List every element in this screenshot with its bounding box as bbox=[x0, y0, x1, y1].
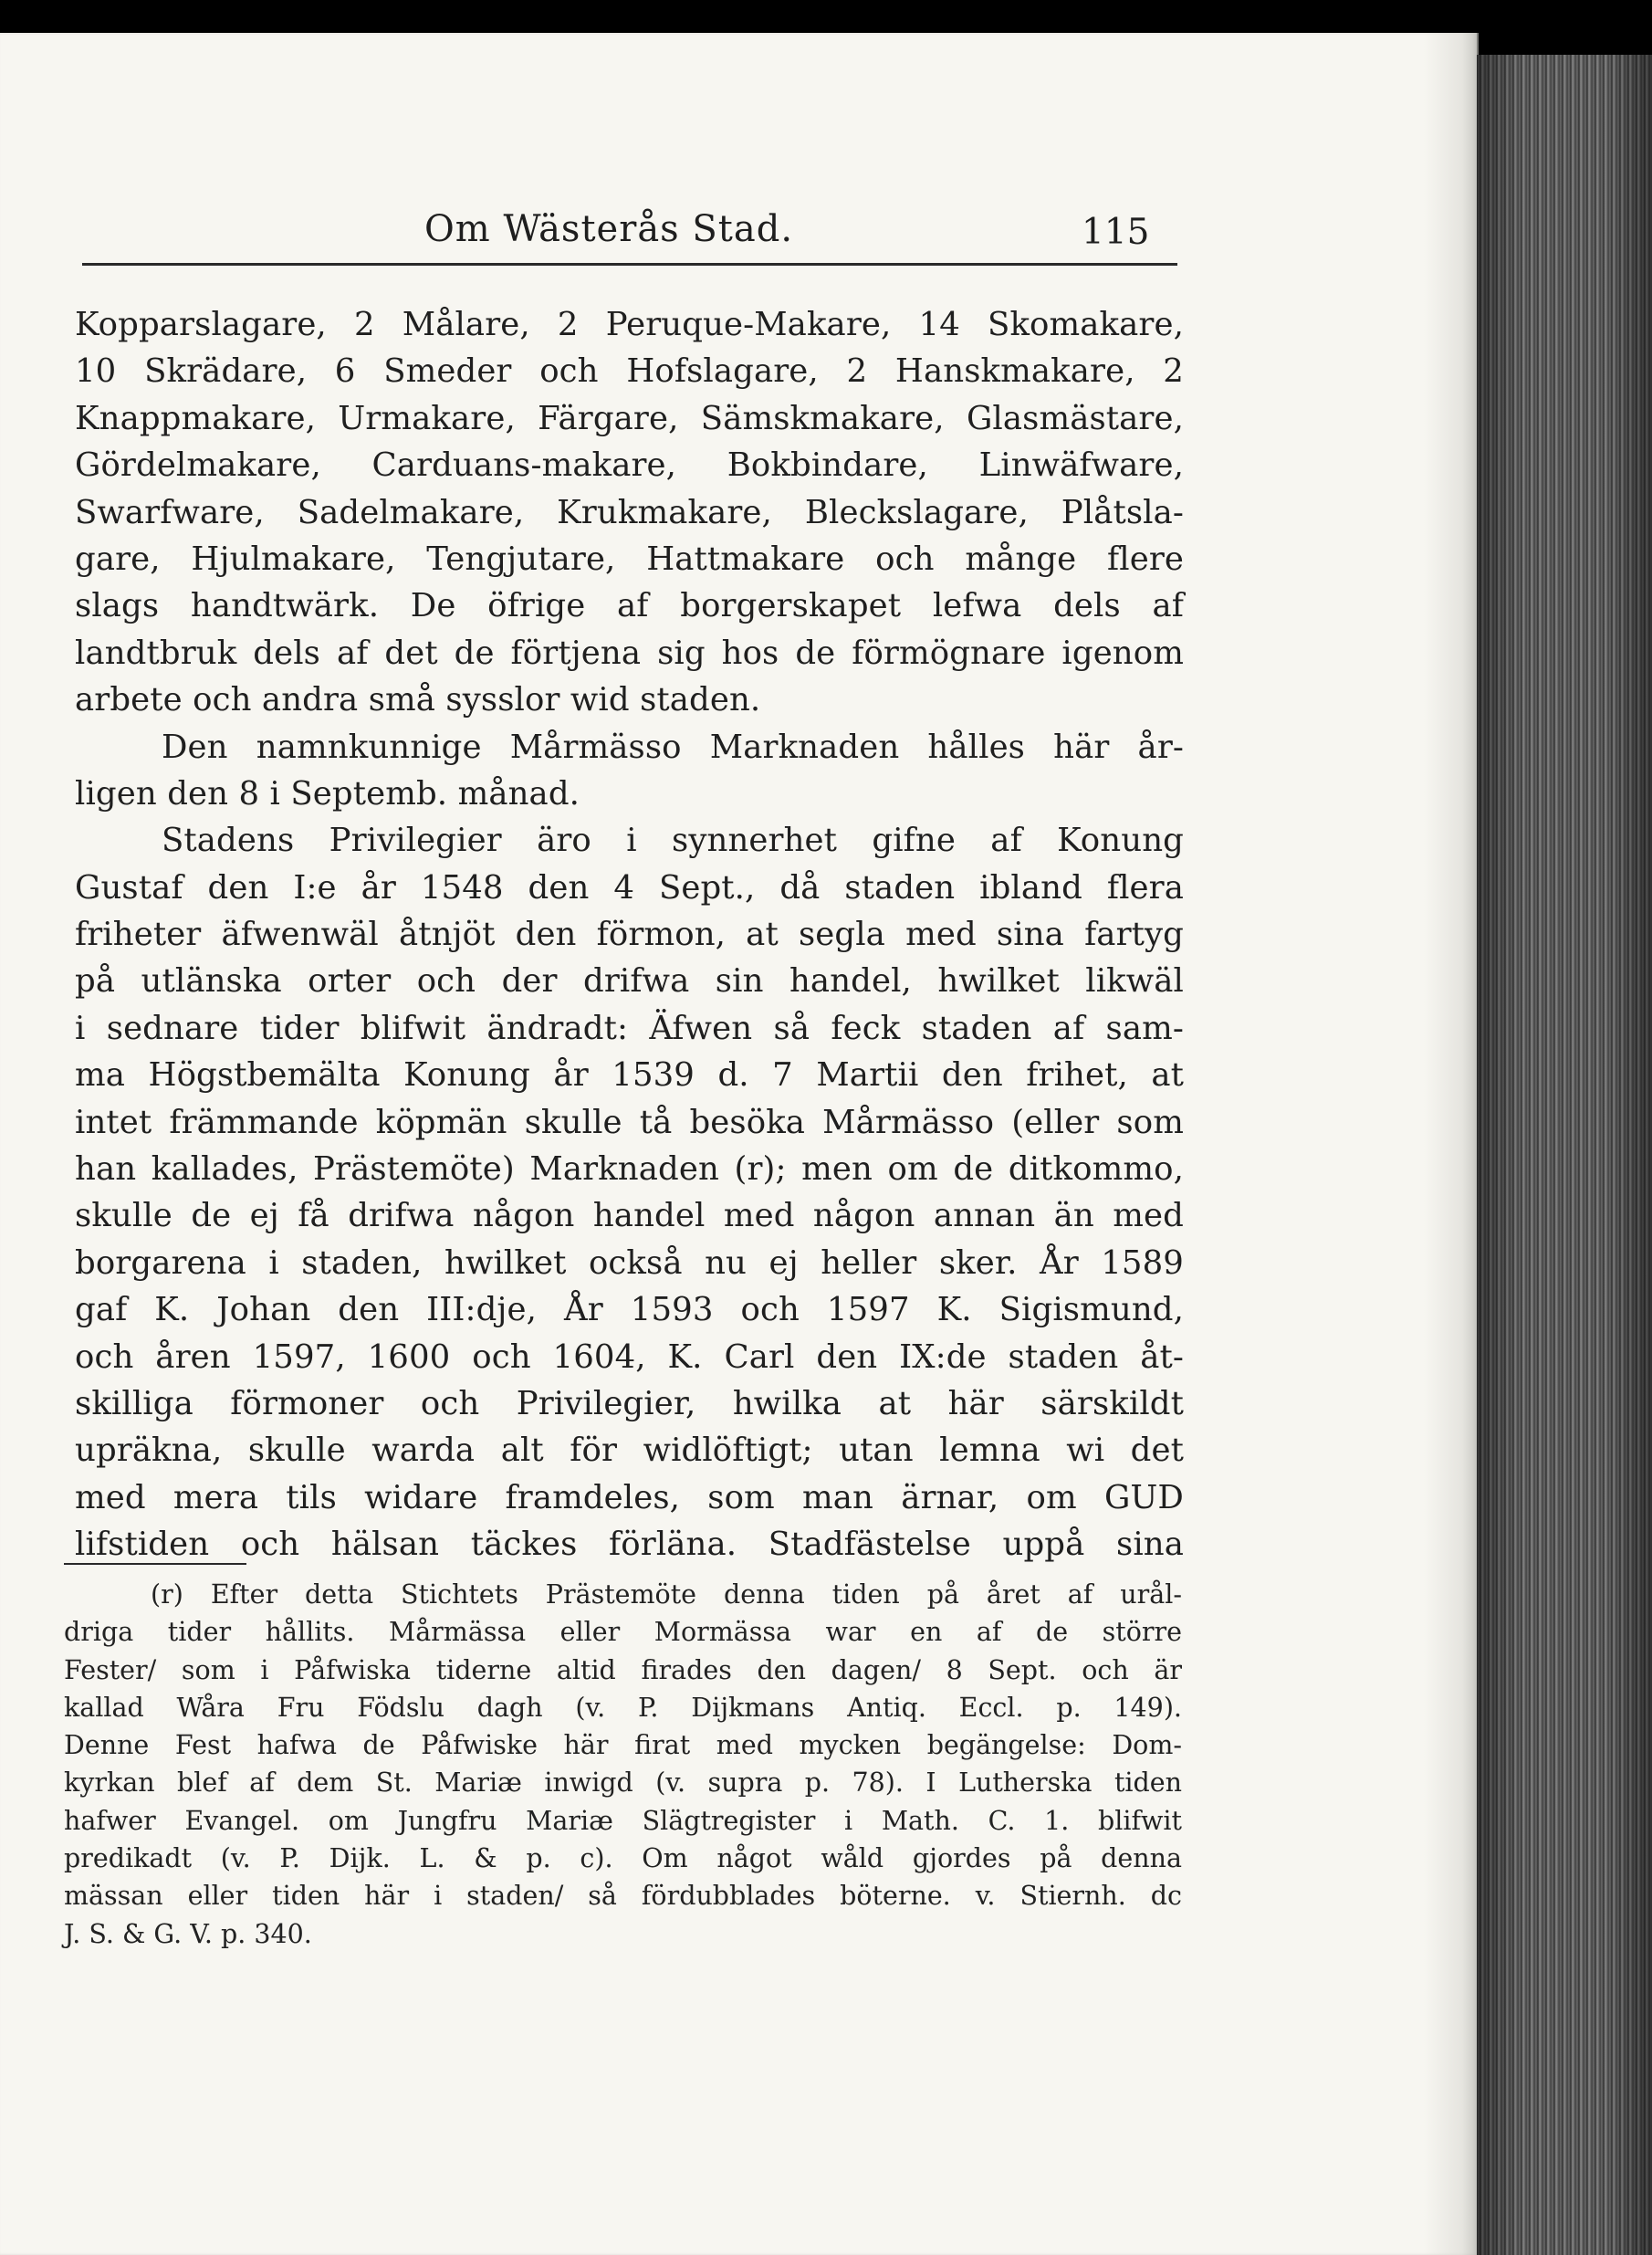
footnote-line: hafwer Evangel. om Jungfru Mariæ Slägtregister i Math. C. 1. blifwit bbox=[64, 1805, 1182, 1836]
footnote-rule bbox=[64, 1563, 246, 1565]
text-line: han kallades, Prästemöte) Marknaden (r); men om de ditkommo, bbox=[75, 1150, 1184, 1189]
header-rule bbox=[82, 263, 1177, 266]
running-title: Om Wästerås Stad. bbox=[424, 208, 794, 250]
footnote-line: driga tider hållits. Mårmässa eller Mormässa war en af de större bbox=[64, 1617, 1182, 1648]
text-line: i sednare tider blifwit ändradt: Äfwen så feck staden af sam- bbox=[75, 1009, 1184, 1047]
book-edge-shading bbox=[1477, 55, 1652, 2255]
text-line: landtbruk dels af det de förtjena sig hos de förmögnare igenom bbox=[75, 634, 1184, 672]
text-line: med mera tils widare framdeles, som man ärnar, om GUD bbox=[75, 1478, 1184, 1516]
text-line: slags handtwärk. De öfrige af borgerskapet lefwa dels af bbox=[75, 587, 1184, 625]
footnote-line: Denne Fest hafwa de Påfwiske här firat med mycken begängelse: Dom- bbox=[64, 1730, 1182, 1761]
text-line: Knappmakare, Urmakare, Färgare, Sämskmakare, Glasmästare, bbox=[75, 399, 1184, 437]
text-line: Gördelmakare, Carduans-makare, Bokbindare, Linwäfware, bbox=[75, 446, 1184, 485]
footnote-line: mässan eller tiden här i staden/ så fördubblades böterne. v. Stiernh. dc bbox=[64, 1881, 1182, 1912]
footnotes bbox=[64, 1576, 1182, 1953]
text-line: och åren 1597, 1600 och 1604, K. Carl den IX:de staden åt- bbox=[75, 1337, 1184, 1376]
text-line: skilliga förmoner och Privilegier, hwilka at här särskildt bbox=[75, 1384, 1184, 1422]
text-line: gaf K. Johan den III:dje, År 1593 och 1597 K. Sigismund, bbox=[75, 1291, 1184, 1329]
text-line: Stadens Privilegier äro i synnerhet gifne af Konung bbox=[162, 822, 1184, 860]
text-line: Gustaf den I:e år 1548 den 4 Sept., då staden ibland flera bbox=[75, 868, 1184, 907]
text-line: arbete och andra små sysslor wid staden. bbox=[75, 681, 761, 719]
page-fold-shadow bbox=[1424, 33, 1479, 2255]
footnote-line: kyrkan blef af dem St. Mariæ inwigd (v. supra p. 78). I Lutherska tiden bbox=[64, 1767, 1182, 1799]
text-line: upräkna, skulle warda alt för widlöftigt; utan lemna wi det bbox=[75, 1432, 1184, 1470]
text-line: ma Högstbemälta Konung år 1539 d. 7 Martii den frihet, at bbox=[75, 1056, 1184, 1095]
text-line: skulle de ej få drifwa någon handel med någon annan än med bbox=[75, 1197, 1184, 1235]
text-line: Den namnkunnige Mårmässo Marknaden hålles här år- bbox=[162, 728, 1184, 766]
text-line: Swarfware, Sadelmakare, Krukmakare, Bleckslagare, Plåtsla- bbox=[75, 493, 1184, 531]
footnote-line: predikadt (v. P. Dijk. L. & p. c). Om något wåld gjordes på denna bbox=[64, 1843, 1182, 1874]
footnote-line: (r) Efter detta Stichtets Prästemöte denna tiden på året af urål- bbox=[151, 1579, 1182, 1610]
text-line: borgarena i staden, hwilket också nu ej heller sker. År 1589 bbox=[75, 1243, 1184, 1282]
footnote-line: kallad Wåra Fru Födslu dagh (v. P. Dijkmans Antiq. Eccl. p. 149). bbox=[64, 1692, 1182, 1723]
footnote-line: J. S. & G. V. p. 340. bbox=[64, 1918, 312, 1949]
text-line: lifstiden och hälsan täckes förläna. Stadfästelse uppå sina bbox=[75, 1526, 1184, 1564]
page-number: 115 bbox=[1082, 212, 1150, 253]
text-line: 10 Skrädare, 6 Smeder och Hofslagare, 2 Hanskmakare, 2 bbox=[75, 352, 1184, 391]
text-line: på utlänska orter och der drifwa sin handel, hwilket likwäl bbox=[75, 962, 1184, 1001]
text-line: Kopparslagare, 2 Målare, 2 Peruque-Makare, 14 Skomakare, bbox=[75, 306, 1184, 343]
body-text bbox=[75, 301, 1184, 1568]
text-line: friheter äfwenwäl åtnjöt den förmon, at segla med sina fartyg bbox=[75, 916, 1184, 954]
text-line: gare, Hjulmakare, Tengjutare, Hattmakare och månge flere bbox=[75, 540, 1184, 578]
text-line: ligen den 8 i Septemb. månad. bbox=[75, 774, 580, 813]
text-line: intet främmande köpmän skulle tå besöka Mårmässo (eller som bbox=[75, 1103, 1184, 1141]
footnote-line: Fester/ som i Påfwiska tiderne altid firades den dagen/ 8 Sept. och är bbox=[64, 1654, 1182, 1685]
